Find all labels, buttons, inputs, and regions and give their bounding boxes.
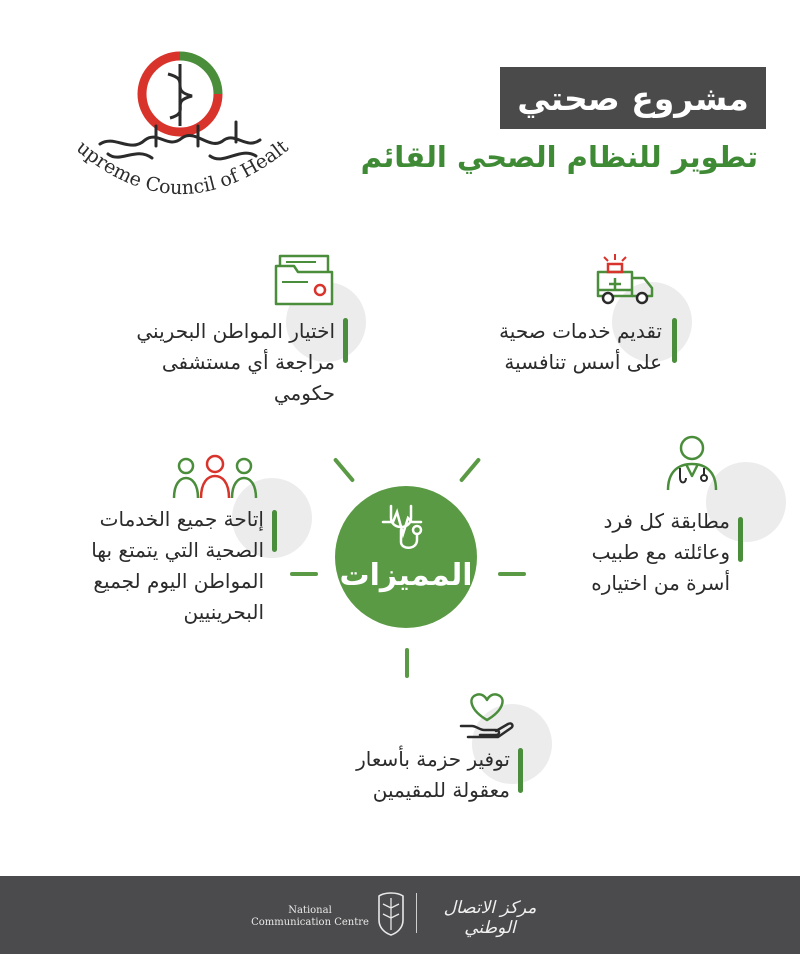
hub-ray	[290, 572, 318, 576]
feature-accent-bar	[672, 318, 677, 363]
stethoscope-icon	[377, 500, 437, 555]
feature-accent-bar	[738, 517, 743, 562]
feature-line: مطابقة كل فرد	[603, 509, 730, 533]
ncc-en-line: Communication Centre	[251, 917, 369, 928]
ncc-en-line: National	[288, 905, 332, 916]
feature-line: المواطن اليوم لجميع	[93, 569, 264, 593]
hub-ray	[459, 457, 481, 483]
feature-line: مراجعة أي مستشفى	[161, 350, 335, 374]
feature-line: تقديم خدمات صحية	[499, 319, 662, 343]
ambulance-icon	[594, 252, 658, 308]
feature-line: معقولة للمقيمين	[372, 778, 510, 802]
feature-family-doctor	[520, 506, 730, 599]
page-title	[500, 67, 766, 129]
feature-line: الصحية التي يتمتع بها	[91, 538, 264, 562]
feature-line: حكومي	[273, 381, 335, 405]
feature-line: اختيار المواطن البحريني	[136, 319, 335, 343]
feature-line: وعائلته مع طبيب	[591, 540, 730, 564]
hub-ray	[405, 648, 409, 678]
feature-line: إتاحة جميع الخدمات	[99, 507, 264, 531]
hub-ray	[333, 457, 355, 483]
footer-divider	[416, 893, 417, 933]
feature-line: على أسس تنافسية	[504, 350, 662, 374]
ncc-arabic-name: مركز الاتصال الوطني	[443, 898, 537, 938]
feature-line: توفير حزمة بأسعار	[356, 747, 510, 771]
heart-hand-icon	[458, 690, 516, 740]
feature-competitive-services	[440, 316, 662, 378]
feature-accent-bar	[518, 748, 523, 793]
feature-all-services	[24, 504, 264, 628]
people-icon	[170, 452, 260, 500]
feature-affordable-package	[290, 744, 510, 806]
feature-accent-bar	[272, 510, 277, 552]
feature-accent-bar	[343, 318, 348, 363]
doctor-icon	[664, 432, 720, 492]
folder-icon	[272, 252, 338, 308]
supreme-council-logo	[53, 25, 300, 232]
bahrain-emblem-icon	[377, 890, 405, 936]
feature-line: البحرينيين	[183, 600, 264, 624]
ncc-english-name	[245, 905, 375, 929]
feature-choose-hospital	[90, 316, 335, 409]
page-subtitle: تطوير للنظام الصحي القائم	[360, 140, 758, 174]
features-hub-label: المميزات	[339, 558, 473, 593]
feature-line: أسرة من اختياره	[591, 571, 730, 595]
logo-english-name: Supreme Council of Health	[53, 25, 293, 200]
page-title-text: مشروع صحتي	[517, 78, 749, 118]
